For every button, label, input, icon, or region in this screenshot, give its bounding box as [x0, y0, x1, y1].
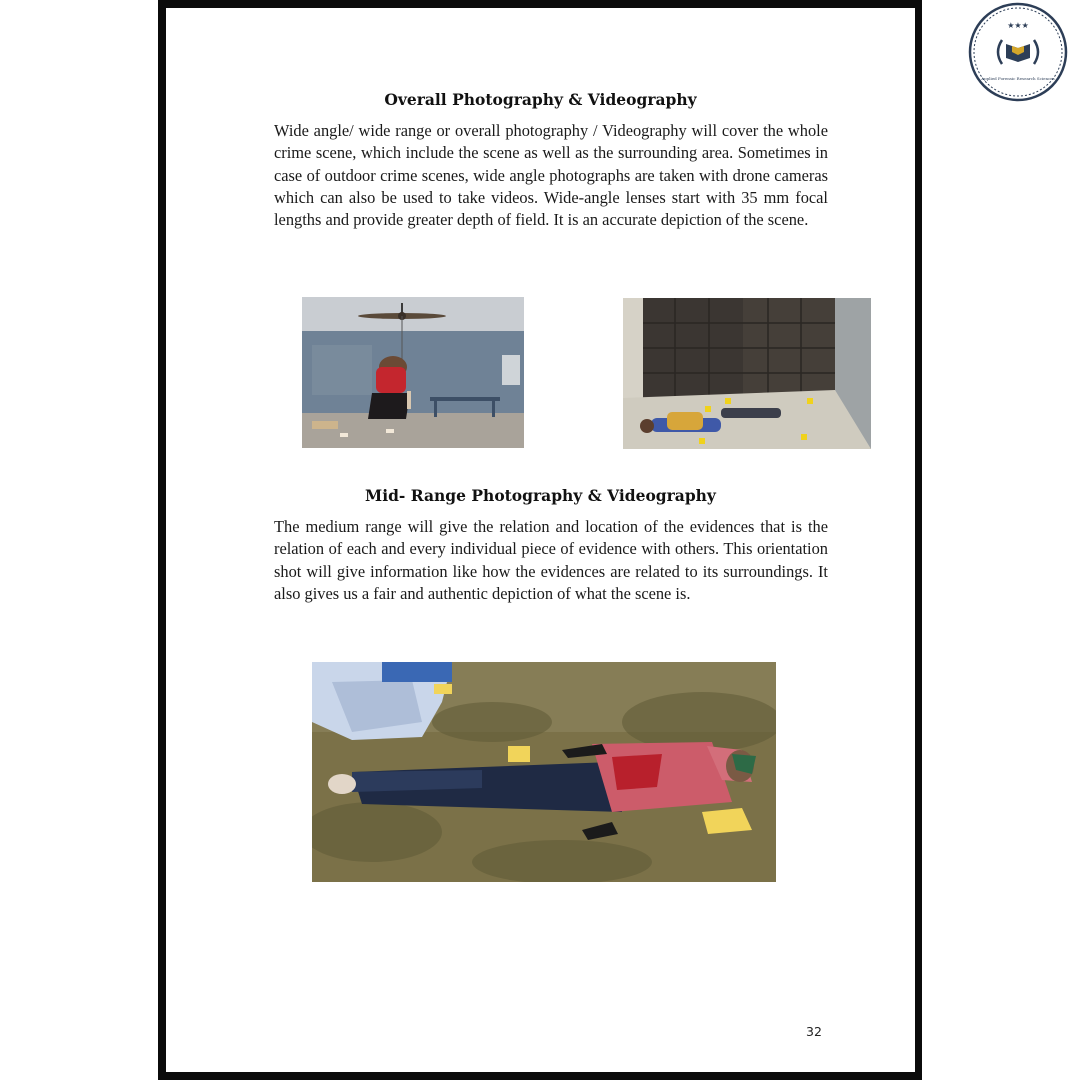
photo-outdoor-mid-range-scene: [312, 662, 776, 882]
photo-indoor-hanging-scene: [302, 297, 524, 448]
photo-indoor-floor-scene: [623, 298, 871, 449]
logo-text: Applied Forensic Research Sciences: [981, 76, 1055, 81]
section-body-overall: Wide angle/ wide range or overall photography / Videography will cover the whole crime scene, which include the scene as well as the surrounding area. Sometimes in case of outdoor crime scenes, wide angle photographs are taken with drone cameras which can also be used to take videos. Wide-angle lenses start with 35 mm focal lengths and provide greater depth of field. It is an accurate depiction of the scene.: [274, 121, 828, 230]
section-body-mid-range: The medium range will give the relation and location of the evidences that is the relation of each and every individual piece of evidence with others. This orientation shot will give information like how the evidences are related to its surroundings. It also gives us a fair and authentic depiction of what the scene is.: [274, 517, 828, 603]
organization-logo: [968, 2, 1068, 102]
page-number: 32: [806, 1024, 822, 1039]
section-heading-mid-range: Mid- Range Photography & Videography: [365, 486, 716, 505]
section-heading-overall: Overall Photography & Videography: [384, 90, 697, 109]
document-page: [166, 8, 915, 1072]
svg-text:★★★: ★★★: [1007, 21, 1029, 30]
